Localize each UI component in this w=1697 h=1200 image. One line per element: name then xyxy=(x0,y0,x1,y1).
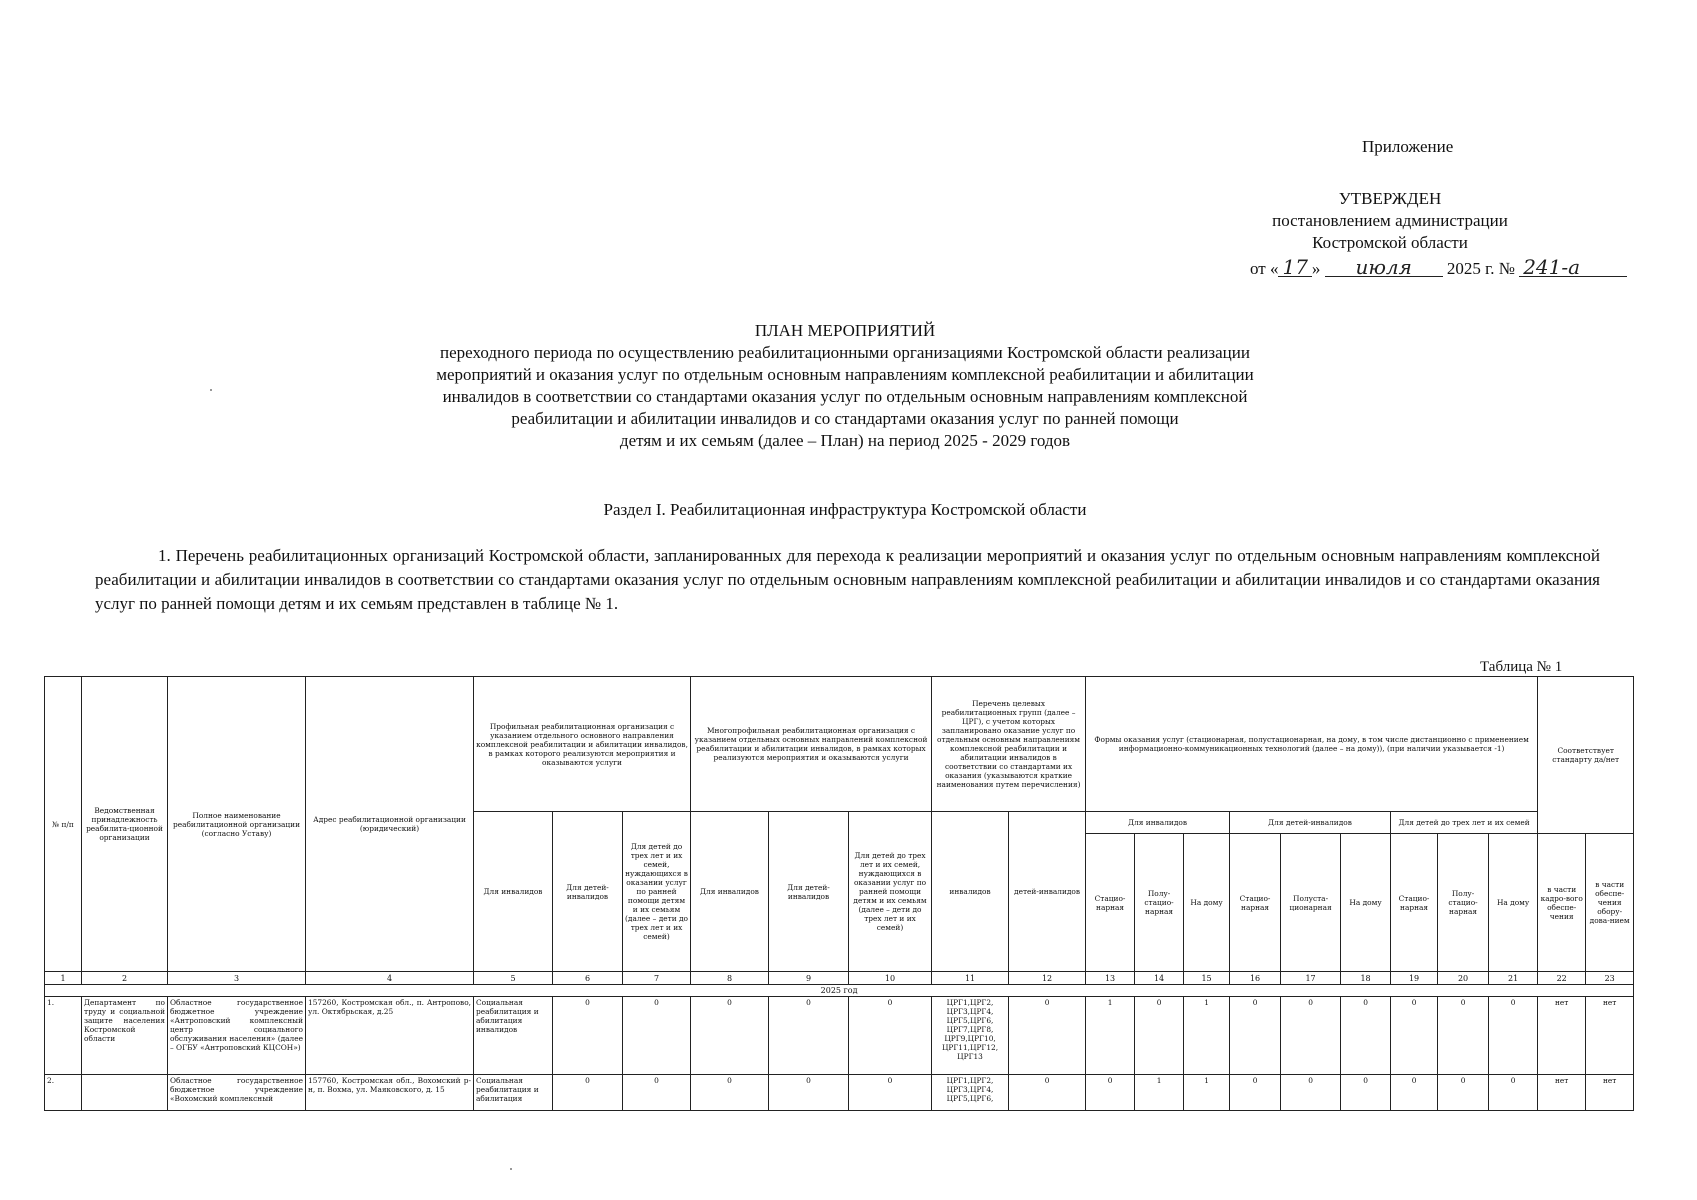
approved-by-line2: Костромской области xyxy=(1312,233,1468,252)
row-c14: 1 xyxy=(1135,1075,1184,1111)
row-address: 157260, Костромская обл., п. Антропово, ул. Октябрьская, д.25 xyxy=(306,997,474,1075)
row-c19: 0 xyxy=(1391,997,1438,1075)
row-c11: ЦРГ1,ЦРГ2, ЦРГ3,ЦРГ4, ЦРГ5,ЦРГ6, ЦРГ7,ЦРГ8, ЦРГ9,ЦРГ10, ЦРГ11,ЦРГ12, ЦРГ13 xyxy=(932,997,1009,1075)
col-number: 5 xyxy=(474,972,553,985)
title-line6: детям и их семьям (далее – План) на период 2025 - 2029 годов xyxy=(619,431,1071,450)
col-number: 20 xyxy=(1438,972,1489,985)
col-number: 16 xyxy=(1230,972,1281,985)
header-conform-staff: в части кадро-вого обеспе-чения xyxy=(1538,834,1586,972)
header-conform: Соответствует стандарту да/нет xyxy=(1538,677,1634,834)
col-number: 21 xyxy=(1489,972,1538,985)
row-c16: 0 xyxy=(1230,1075,1281,1111)
header-semi-3: Полу-стацио-нарная xyxy=(1438,834,1489,972)
title-line4: инвалидов в соответствии со стандартами оказания услуг по отдельным основным направлениям комплексной xyxy=(442,387,1248,406)
col-number: 11 xyxy=(932,972,1009,985)
row-c8: 0 xyxy=(691,997,769,1075)
row-num: 2. xyxy=(45,1075,82,1111)
row-c17: 0 xyxy=(1281,997,1341,1075)
header-target-invalids: инвалидов xyxy=(932,812,1009,972)
header-profile: Профильная реабилитационная организация с указанием отдельного основного направления комплексной реабилитации и абилитации инвалидов, в рамках которого реализуются мероприятия и оказываются услуги xyxy=(474,677,691,812)
header-forms: Формы оказания услуг (стационарная, полустационарная, на дому, в том числе дистанционно с применением информационно-коммуникационных технологий (далее – на дому)), (при наличии указывается -1) xyxy=(1086,677,1538,812)
row-c19: 0 xyxy=(1391,1075,1438,1111)
order-day: 17 xyxy=(1278,258,1311,277)
row-c7: 0 xyxy=(623,997,691,1075)
appendix-label: Приложение xyxy=(1362,137,1454,156)
col-number: 10 xyxy=(849,972,932,985)
header-multi-under3: Для детей до трех лет и их семей, нуждающихся в оказании услуг по ранней помощи детям и их семьям (далее – дети до трех лет и их семей) xyxy=(849,812,932,972)
row-c20: 0 xyxy=(1438,1075,1489,1111)
row-c18: 0 xyxy=(1341,1075,1391,1111)
col-number: 14 xyxy=(1135,972,1184,985)
header-forms-under3: Для детей до трех лет и их семей xyxy=(1391,812,1538,834)
section-heading: Раздел I. Реабилитационная инфраструктура Костромской области xyxy=(603,500,1087,519)
col-number: 23 xyxy=(1586,972,1634,985)
title-line5: реабилитации и абилитации инвалидов и со стандартами оказания услуг по ранней помощи xyxy=(511,409,1179,428)
header-forms-invalids: Для инвалидов xyxy=(1086,812,1230,834)
row-c21: 0 xyxy=(1489,997,1538,1075)
title-line1: ПЛАН МЕРОПРИЯТИЙ xyxy=(754,321,936,340)
row-c13: 1 xyxy=(1086,997,1135,1075)
scan-speck xyxy=(510,1168,512,1170)
row-c13: 0 xyxy=(1086,1075,1135,1111)
header-stat-1: Стацио-нарная xyxy=(1086,834,1135,972)
col-number: 15 xyxy=(1184,972,1230,985)
col-number: 3 xyxy=(168,972,306,985)
header-profile-children: Для детей-инвалидов xyxy=(553,812,623,972)
header-dept: Ведомственная принадлежность реабилита-ционной организации xyxy=(82,677,168,972)
col-number: 19 xyxy=(1391,972,1438,985)
row-c23: нет xyxy=(1586,997,1634,1075)
header-stat-3: Стацио-нарная xyxy=(1391,834,1438,972)
order-month: июля xyxy=(1325,258,1443,277)
row-c21: 0 xyxy=(1489,1075,1538,1111)
row-c6: 0 xyxy=(553,997,623,1075)
row-c18: 0 xyxy=(1341,997,1391,1075)
col-number: 4 xyxy=(306,972,474,985)
approval-block xyxy=(1140,188,1640,254)
row-c11: ЦРГ1,ЦРГ2, ЦРГ3,ЦРГ4, ЦРГ5,ЦРГ6, xyxy=(932,1075,1009,1111)
col-number: 7 xyxy=(623,972,691,985)
header-target-groups: Перечень целевых реабилитационных групп (далее – ЦРГ), с учетом которых запланировано оказание услуг по отдельным основным направлениям комплексной реабилитации и абилитации инвалидов в соответствии со стандартами их оказания (указываются краткие наименования путем перечисления) xyxy=(932,677,1086,812)
order-mid: » xyxy=(1311,259,1321,278)
header-semi-2: Полуста-ционарная xyxy=(1281,834,1341,972)
header-num: № п/п xyxy=(45,677,82,972)
header-profile-under3: Для детей до трех лет и их семей, нуждающихся в оказании услуг по ранней помощи детям и их семьям (далее – дети до трех лет и их семей) xyxy=(623,812,691,972)
row-c7: 0 xyxy=(623,1075,691,1111)
organizations-table xyxy=(44,676,1634,1111)
col-number: 8 xyxy=(691,972,769,985)
header-name: Полное наименование реабилитационной организации (согласно Уставу) xyxy=(168,677,306,972)
header-target-children: детей-инвалидов xyxy=(1009,812,1086,972)
header-semi-1: Полу-стацио-нарная xyxy=(1135,834,1184,972)
row-c10: 0 xyxy=(849,997,932,1075)
row-c12: 0 xyxy=(1009,997,1086,1075)
row-c12: 0 xyxy=(1009,1075,1086,1111)
row-c20: 0 xyxy=(1438,997,1489,1075)
header-address: Адрес реабилитационной организации (юридический) xyxy=(306,677,474,972)
row-c22: нет xyxy=(1538,1075,1586,1111)
row-dept xyxy=(82,1075,168,1111)
header-stat-2: Стацио-нарная xyxy=(1230,834,1281,972)
col-number: 17 xyxy=(1281,972,1341,985)
order-prefix: от « xyxy=(1250,259,1279,278)
row-c15: 1 xyxy=(1184,997,1230,1075)
header-forms-children: Для детей-инвалидов xyxy=(1230,812,1391,834)
col-number: 22 xyxy=(1538,972,1586,985)
scan-speck xyxy=(210,389,212,391)
header-home-1: На дому xyxy=(1184,834,1230,972)
column-number-row xyxy=(45,972,1634,985)
row-dept: Департамент по труду и социальной защите населения Костромской области xyxy=(82,997,168,1075)
table-row xyxy=(45,997,1634,1075)
row-c9: 0 xyxy=(769,997,849,1075)
col-number: 9 xyxy=(769,972,849,985)
title-line2: переходного периода по осуществлению реабилитационными организациями Костромской области реализации xyxy=(440,343,1250,362)
row-c5: Социальная реабилитация и абилитация инвалидов xyxy=(474,997,553,1075)
header-multi: Многопрофильная реабилитационная организация с указанием отдельных основных направлений комплексной реабилитации и абилитации инвалидов, в рамках которых реализуются мероприятия и оказываются услуги xyxy=(691,677,932,812)
title-line3: мероприятий и оказания услуг по отдельным основным направлениям комплексной реабилитации и абилитации xyxy=(436,365,1254,384)
intro-paragraph: 1. Перечень реабилитационных организаций Костромской области, запланированных для перехода к реализации мероприятий и оказания услуг по отдельным основным направлениям комплексной реабилитации и абилитации инвалидов в соответствии со стандартами оказания услуг по отдельным основным направлениям комплексной реабилитации и абилитации инвалидов и со стандартами оказания услуг по ранней помощи детям и их семьям представлен в таблице № 1. xyxy=(95,546,1600,613)
header-home-3: На дому xyxy=(1489,834,1538,972)
col-number: 12 xyxy=(1009,972,1086,985)
header-conform-equip: в части обеспе-чения обору-дова-нием xyxy=(1586,834,1634,972)
row-address: 157760, Костромская обл., Вохомский р-н, п. Вохма, ул. Маяковского, д. 15 xyxy=(306,1075,474,1111)
row-c16: 0 xyxy=(1230,997,1281,1075)
order-year: 2025 г. № xyxy=(1446,259,1515,278)
header-home-2: На дому xyxy=(1341,834,1391,972)
order-number: 241-а xyxy=(1519,258,1627,277)
col-number: 2 xyxy=(82,972,168,985)
header-profile-invalids: Для инвалидов xyxy=(474,812,553,972)
row-c8: 0 xyxy=(691,1075,769,1111)
table-row xyxy=(45,1075,1634,1111)
row-c9: 0 xyxy=(769,1075,849,1111)
col-number: 6 xyxy=(553,972,623,985)
row-c22: нет xyxy=(1538,997,1586,1075)
col-number: 1 xyxy=(45,972,82,985)
row-c15: 1 xyxy=(1184,1075,1230,1111)
approved-label: УТВЕРЖДЕН xyxy=(1338,189,1442,208)
plan-title xyxy=(330,320,1360,452)
order-line xyxy=(1250,255,1627,279)
row-c6: 0 xyxy=(553,1075,623,1111)
row-num: 1. xyxy=(45,997,82,1075)
header-multi-invalids: Для инвалидов xyxy=(691,812,769,972)
col-number: 18 xyxy=(1341,972,1391,985)
row-c14: 0 xyxy=(1135,997,1184,1075)
row-c5: Социальная реабилитация и абилитация xyxy=(474,1075,553,1111)
year-row: 2025 год xyxy=(45,985,1634,997)
col-number: 13 xyxy=(1086,972,1135,985)
row-c17: 0 xyxy=(1281,1075,1341,1111)
row-name: Областное государственное бюджетное учреждение «Вохомский комплексный xyxy=(168,1075,306,1111)
table-label: Таблица № 1 xyxy=(1480,659,1563,675)
row-c23: нет xyxy=(1586,1075,1634,1111)
row-c10: 0 xyxy=(849,1075,932,1111)
header-multi-children: Для детей-инвалидов xyxy=(769,812,849,972)
approved-by-line1: постановлением администрации xyxy=(1272,211,1508,230)
row-name: Областное государственное бюджетное учреждение «Антроповский комплексный центр социального обслуживания населения» (далее – ОГБУ «Антроповский КЦСОН») xyxy=(168,997,306,1075)
